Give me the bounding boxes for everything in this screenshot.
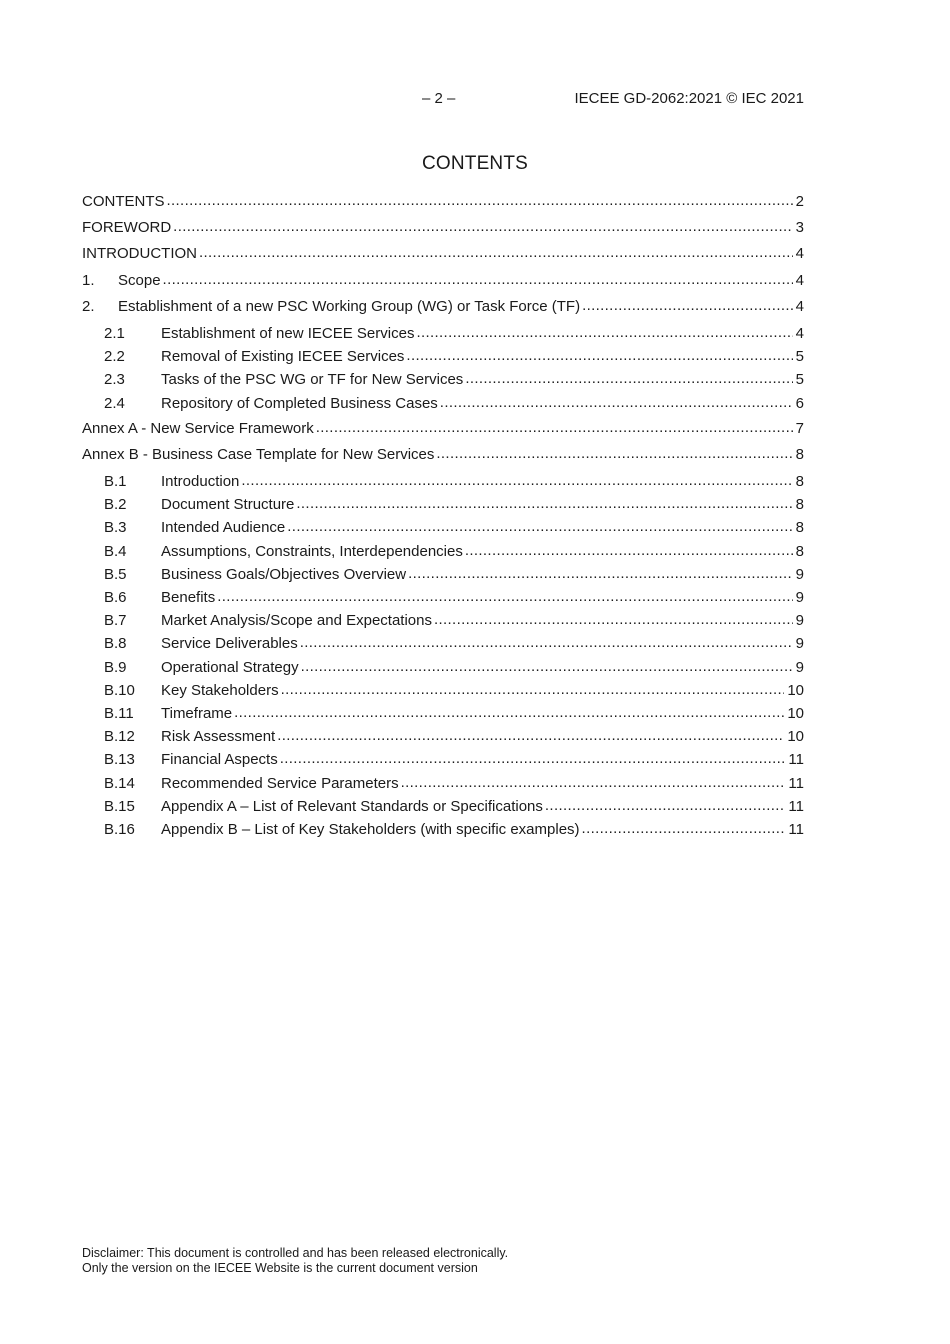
toc-entry-number: B.12 (104, 728, 135, 746)
dot-leader (408, 564, 793, 584)
toc-entry[interactable] (82, 495, 804, 518)
dot-leader (281, 680, 785, 700)
dot-leader (234, 703, 784, 723)
toc-entry-label: INTRODUCTION (82, 245, 197, 263)
toc-entry-label: Document Structure (161, 496, 295, 514)
toc-entry[interactable] (82, 681, 804, 704)
toc-entry-label: Annex B - Business Case Template for New Services (82, 445, 435, 463)
toc-entry-label: FOREWORD (82, 219, 172, 237)
toc-entry[interactable] (82, 190, 804, 216)
toc-entry[interactable] (82, 216, 804, 242)
toc-entry-label: Business Goals/Objectives Overview (161, 565, 407, 583)
toc-entry[interactable] (82, 269, 804, 295)
toc-entry-label: Assumptions, Constraints, Interdependencies (161, 542, 463, 560)
dot-leader (406, 346, 792, 366)
toc-entry[interactable] (82, 588, 804, 611)
dot-leader (167, 191, 793, 211)
toc-entry-number: 1. (82, 271, 95, 289)
toc-entry-number: B.16 (104, 820, 135, 838)
toc-entry-number: 2.1 (104, 324, 125, 342)
toc-entry-number: B.6 (104, 589, 127, 606)
dot-leader (416, 323, 792, 343)
toc-entry-number: 2.4 (104, 394, 125, 412)
toc-entry-label: Repository of Completed Business Cases (161, 394, 438, 412)
toc-entry[interactable] (82, 394, 804, 417)
toc-entry-page: 8 (795, 519, 804, 537)
toc-entry-page: 4 (795, 271, 804, 289)
toc-entry-page: 5 (795, 348, 804, 366)
disclaimer-line-1: Disclaimer: This document is controlled and has been released electronically. (82, 1246, 509, 1260)
dot-leader (436, 444, 792, 464)
toc-entry-label: Risk Assessment (161, 728, 276, 746)
toc-entry-page: 9 (795, 658, 804, 676)
toc-entry[interactable] (82, 658, 804, 681)
toc-entry-label: Intended Audience (161, 519, 286, 537)
toc-entry-page: 6 (795, 394, 804, 412)
dot-leader (301, 657, 793, 677)
toc-entry[interactable] (82, 347, 804, 370)
toc-entry-page: 10 (787, 728, 804, 746)
toc-entry-page: 4 (795, 297, 804, 315)
toc-entry-page: 11 (788, 797, 804, 815)
toc-entry[interactable] (82, 295, 804, 321)
dot-leader (217, 587, 792, 607)
dot-leader (545, 796, 786, 816)
toc-entry-label: Benefits (161, 589, 216, 606)
toc-entry-number: B.9 (104, 658, 127, 676)
disclaimer-footer (82, 1246, 508, 1276)
toc-entry[interactable] (82, 542, 804, 565)
toc-entry-number: B.14 (104, 774, 135, 792)
toc-entry[interactable] (82, 443, 804, 469)
page-header (0, 90, 950, 110)
toc-entry[interactable] (82, 611, 804, 634)
toc-entry-page: 4 (795, 245, 804, 263)
dot-leader (287, 517, 792, 537)
toc-entry-number: B.11 (104, 704, 134, 722)
dot-leader (300, 633, 793, 653)
toc-entry-number: B.13 (104, 751, 135, 769)
toc-entry-label: Scope (118, 271, 161, 289)
toc-entry-label: Introduction (161, 473, 240, 491)
dot-leader (163, 270, 793, 290)
dot-leader (582, 819, 786, 839)
toc-entry-number: B.15 (104, 797, 135, 815)
toc-entry[interactable] (82, 370, 804, 393)
toc-entry-number: 2.2 (104, 348, 125, 366)
dot-leader (434, 610, 793, 630)
dot-leader (241, 471, 792, 491)
toc-entry-page: 10 (787, 704, 804, 722)
toc-entry-label: Removal of Existing IECEE Services (161, 348, 405, 366)
toc-entry-number: B.1 (104, 473, 127, 491)
dot-leader (465, 541, 793, 561)
toc-entry[interactable] (82, 324, 804, 347)
toc-entry[interactable] (82, 242, 804, 268)
toc-entry[interactable] (82, 727, 804, 750)
toc-entry[interactable] (82, 797, 804, 820)
toc-entry[interactable] (82, 518, 804, 541)
toc-entry-label: Annex A - New Service Framework (82, 419, 314, 437)
toc-entry-label: Recommended Service Parameters (161, 774, 399, 792)
toc-entry-label: Appendix A – List of Relevant Standards or Specifications (161, 797, 543, 815)
toc-entry-page: 7 (795, 419, 804, 437)
toc-entry-number: B.10 (104, 681, 135, 699)
toc-entry-label: Establishment of new IECEE Services (161, 324, 415, 342)
page-title: CONTENTS (421, 153, 529, 174)
toc-entry-page: 8 (795, 496, 804, 514)
toc-entry[interactable] (82, 774, 804, 797)
toc-entry-page: 8 (795, 445, 804, 463)
toc-entry-label: Tasks of the PSC WG or TF for New Services (161, 371, 464, 389)
toc-entry[interactable] (82, 634, 804, 657)
toc-entry[interactable] (82, 417, 804, 443)
toc-entry-page: 9 (795, 612, 804, 630)
dot-leader (277, 726, 784, 746)
toc-entry-number: B.5 (104, 565, 127, 583)
toc-entry-page: 11 (788, 820, 804, 838)
page-number: – 2 – (422, 90, 456, 107)
toc-entry-number: B.8 (104, 635, 127, 653)
toc-entry-number: 2.3 (104, 371, 125, 389)
toc-entry[interactable] (82, 820, 804, 843)
toc-entry-page: 11 (788, 774, 804, 792)
toc-entry-page: 9 (795, 635, 804, 653)
disclaimer-line-2: Only the version on the IECEE Website is the current document version (82, 1261, 478, 1275)
toc-entry-page: 8 (795, 473, 804, 491)
toc-entry-page: 8 (795, 542, 804, 560)
dot-leader (465, 369, 792, 389)
dot-leader (316, 418, 793, 438)
dot-leader (440, 393, 793, 413)
toc-entry-label: CONTENTS (82, 193, 165, 210)
toc-entry-number: B.2 (104, 496, 127, 514)
document-reference: IECEE GD-2062:2021 © IEC 2021 (574, 90, 804, 107)
toc-entry-label: Appendix B – List of Key Stakeholders (with specific examples) (161, 820, 580, 838)
toc-entry-number: 2. (82, 297, 95, 315)
dot-leader (296, 494, 792, 514)
toc-entry-page: 9 (795, 565, 804, 583)
toc-entry-label: Market Analysis/Scope and Expectations (161, 612, 432, 630)
dot-leader (280, 749, 786, 769)
dot-leader (173, 217, 792, 237)
toc-entry-label: Service Deliverables (161, 635, 298, 653)
toc-entry-page: 4 (795, 324, 804, 342)
toc-entry-label: Timeframe (161, 704, 233, 722)
toc-entry-label: Operational Strategy (161, 658, 299, 676)
toc-entry-page: 10 (787, 681, 804, 699)
toc-entry-number: B.4 (104, 542, 127, 560)
toc-entry[interactable] (82, 704, 804, 727)
toc-entry-label: Financial Aspects (161, 751, 278, 769)
toc-entry-number: B.7 (104, 612, 127, 630)
toc-entry-page: 2 (795, 193, 804, 210)
toc-entry-page: 3 (795, 219, 804, 237)
toc-entry-page: 11 (788, 751, 804, 769)
toc-entry-page: 5 (795, 371, 804, 389)
toc-entry[interactable] (82, 472, 804, 495)
dot-leader (199, 243, 793, 263)
toc-entry[interactable] (82, 750, 804, 773)
toc-entry-number: B.3 (104, 519, 127, 537)
dot-leader (401, 773, 786, 793)
table-of-contents (82, 190, 804, 843)
dot-leader (582, 296, 793, 316)
toc-entry-page: 9 (795, 589, 804, 606)
toc-entry-label: Establishment of a new PSC Working Group (WG) or Task Force (TF) (118, 297, 581, 315)
toc-entry[interactable] (82, 565, 804, 588)
toc-entry-label: Key Stakeholders (161, 681, 279, 699)
